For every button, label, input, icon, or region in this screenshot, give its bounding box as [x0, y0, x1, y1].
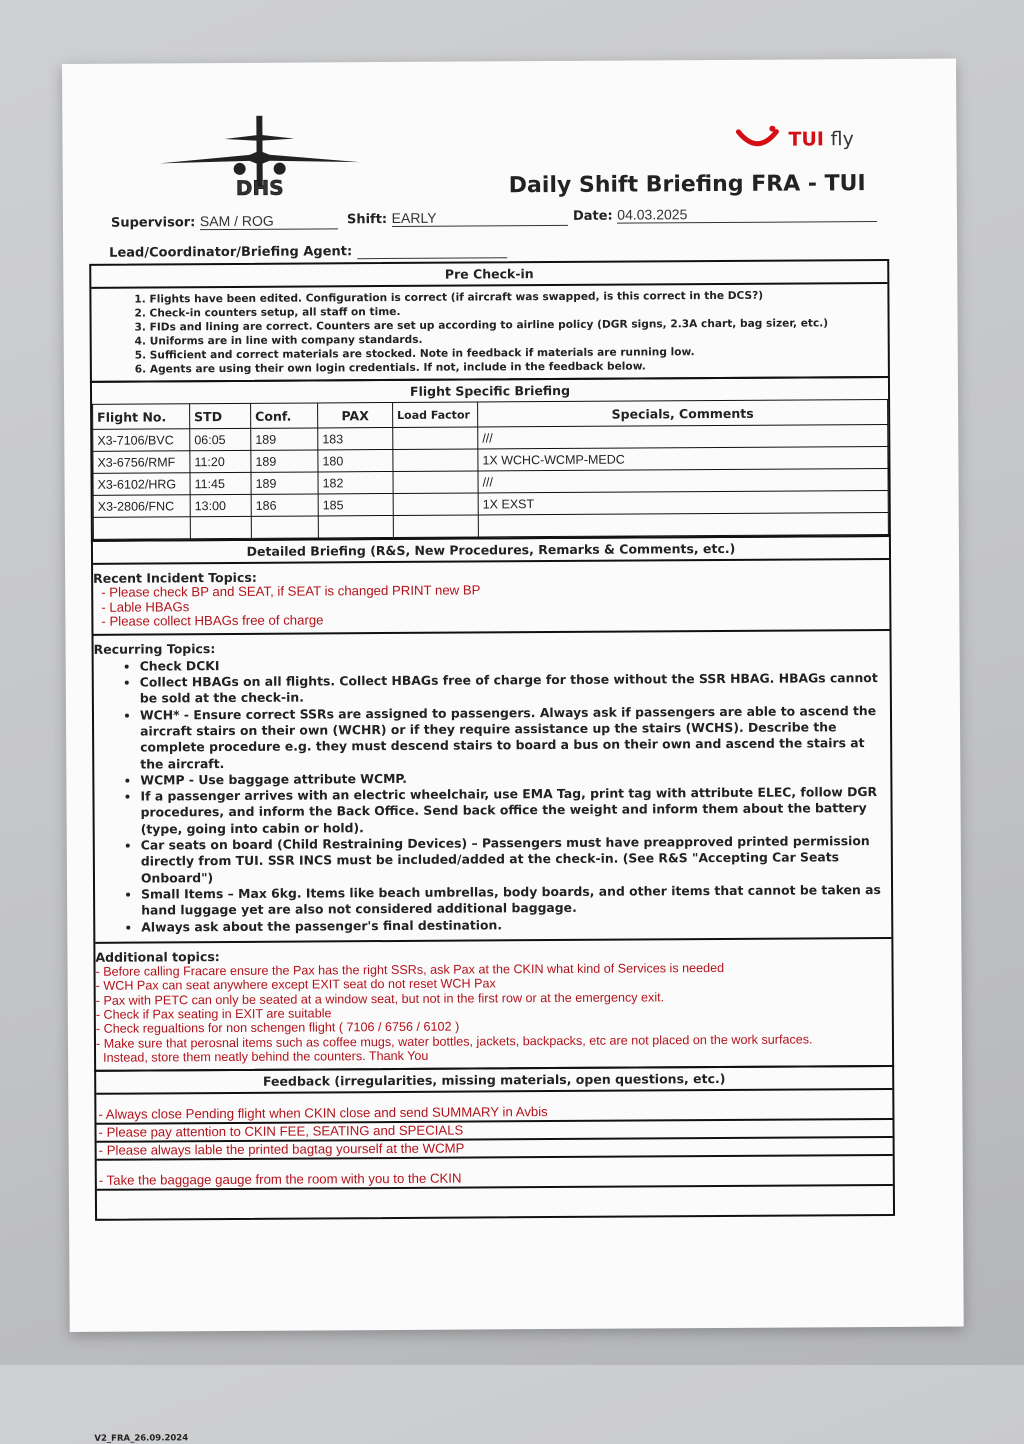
- cell-pax: 180: [318, 449, 393, 471]
- cell-load: [393, 471, 478, 494]
- date-row: [573, 205, 877, 224]
- cell-conf: 189: [251, 450, 318, 472]
- list-item: 3. FIDs and lining are correct. Counters are set up according to airline policy (DGR signs, 2.3A chart, bag sizer, etc.): [150, 316, 888, 335]
- cell-std: [190, 516, 251, 538]
- tui-smile-icon: [734, 126, 780, 154]
- recurring-topics-label: Recurring Topics:: [93, 640, 216, 657]
- recent-topics-block: [93, 560, 889, 636]
- list-item: • WCMP - Use baggage attribute WCMP.: [140, 768, 890, 789]
- tui-fly-suffix: fly: [830, 128, 854, 151]
- cell-std: 11:45: [190, 472, 251, 494]
- list-item: • WCH* - Ensure correct SSRs are assigned to passengers. Always ask if passengers are able to ascend the aircraft stairs on their own (WCHR) or if they require assistance up the stairs (WCHS). Describe the complete procedure e.g. they must descend stairs to board a bus on their own and ascend the stairs at the aircraft.: [140, 703, 890, 773]
- cell-pax: [318, 515, 393, 537]
- list-item: - Check regualtions for non schengen flight ( 7106 / 6756 / 6102 ): [95, 1020, 460, 1037]
- cell-std: 13:00: [190, 494, 251, 516]
- additional-topics-list: [96, 960, 893, 1066]
- cell-flight: [93, 517, 190, 540]
- shift-row: [347, 209, 568, 227]
- cell-load: [393, 449, 478, 472]
- cell-pax: 185: [318, 493, 393, 515]
- shift-label: Shift:: [346, 212, 388, 228]
- col-conf: Conf.: [251, 403, 318, 428]
- list-item: - Please check BP and SEAT, if SEAT is changed PRINT new BP: [101, 582, 481, 600]
- cell-conf: [251, 516, 318, 538]
- additional-topics-block: [95, 939, 892, 1070]
- briefing-sheet: [62, 59, 964, 1444]
- cell-load: [393, 427, 478, 450]
- cell-specials: 1X WCHC-WCMP-MEDC: [478, 446, 888, 471]
- cell-pax: 183: [318, 427, 393, 449]
- list-item: - Make sure that perosnal items such as coffee mugs, water bottles, jackets, backpacks, etc are not placed on the work surfaces.: [95, 1032, 813, 1051]
- col-specials: Specials, Comments: [478, 399, 888, 427]
- cell-specials: [478, 512, 888, 537]
- list-item: • Car seats on board (Child Restraining Devices) – Passengers must have preapproved printed permission directly from TUI. SSR INCS must be included/added at the check-in. (See R&S "Accepting Car Seats Onboard"): [141, 833, 891, 886]
- col-load-factor: Load Factor: [393, 402, 478, 428]
- pre-checkin-section: [89, 259, 890, 383]
- cell-specials: 1X EXST: [478, 490, 888, 515]
- shift-value: EARLY: [392, 209, 568, 227]
- feedback-row: - Please pay attention to CKIN FEE, SEATING and SPECIALS: [96, 1120, 892, 1143]
- cell-load: [393, 515, 478, 538]
- cell-flight: X3-6756/RMF: [93, 451, 190, 474]
- tui-brand: TUI: [788, 128, 825, 151]
- feedback-row: - Take the baggage gauge from the room with you to the CKIN: [97, 1156, 893, 1191]
- flight-briefing-title: Flight Specific Briefing: [409, 382, 571, 399]
- cell-pax: 182: [318, 471, 393, 493]
- detailed-briefing-title: Detailed Briefing (R&S, New Procedures, Remarks & Comments, etc.): [93, 537, 889, 565]
- cell-flight: X3-6102/HRG: [93, 473, 190, 496]
- cell-std: 11:20: [190, 450, 251, 472]
- list-item: - Lable HBAGs: [101, 598, 190, 615]
- cell-load: [393, 493, 478, 516]
- feedback-row: [97, 1186, 893, 1219]
- recurring-topics-block: [93, 631, 891, 944]
- detailed-briefing-section: [91, 535, 894, 1072]
- col-pax: PAX: [318, 402, 393, 427]
- cell-specials: ///: [478, 468, 888, 493]
- lead-row: [109, 241, 507, 260]
- col-std: STD: [190, 403, 251, 428]
- list-item: 5. Sufficient and correct materials are stocked. Note in feedback if materials are running low.: [150, 344, 888, 363]
- feedback-row: - Always close Pending flight when CKIN close and send SUMMARY in Avbis: [96, 1090, 892, 1125]
- page-title: Daily Shift Briefing FRA - TUI: [508, 171, 866, 199]
- cell-conf: 189: [251, 472, 318, 494]
- supervisor-label: Supervisor:: [110, 215, 196, 231]
- cell-specials: ///: [478, 424, 888, 449]
- list-item: • Check DCKI: [140, 654, 890, 675]
- tui-fly-logo: [734, 125, 853, 154]
- list-item: 2. Check-in counters setup, all staff on time.: [149, 302, 887, 321]
- list-item: - Check if Pax seating in EXIT are suitable: [95, 1006, 332, 1022]
- list-item: • Collect HBAGs on all flights. Collect HBAGs free of charge for those without the SSR HBAG. HBAGs cannot be sold at the check-in.: [140, 670, 890, 707]
- feedback-section: [94, 1065, 895, 1221]
- cell-conf: 186: [251, 494, 318, 516]
- list-item: • If a passenger arrives with an electric wheelchair, use EMA Tag, print tag with attribute ELEC, follow DGR procedures, and inform the Back Office. Send back office the weight and inform them about the battery (type, going into cabin or hold).: [140, 784, 890, 837]
- pre-checkin-title: Pre Check-in: [91, 261, 887, 289]
- list-item: Instead, store them neatly behind the counters. Thank You: [96, 1049, 429, 1066]
- recent-topics-list: [93, 581, 889, 630]
- feedback-title: Feedback (irregularities, missing materials, open questions, etc.): [96, 1067, 892, 1095]
- cell-flight: X3-7106/BVC: [93, 429, 190, 452]
- date-label: Date:: [572, 208, 613, 224]
- lead-label: Lead/Coordinator/Briefing Agent:: [109, 244, 353, 261]
- recent-topics-label: Recent Incident Topics:: [93, 569, 257, 586]
- recurring-topics-list: [94, 654, 892, 936]
- briefing-form: [89, 261, 895, 1444]
- list-item: • Always ask about the passenger's final destination.: [141, 914, 891, 935]
- pre-checkin-list: [91, 288, 887, 377]
- dhs-text: DHS: [235, 175, 284, 200]
- cell-flight: X3-2806/FNC: [93, 495, 190, 518]
- cell-conf: 189: [251, 428, 318, 450]
- form-version: V2_FRA_26.09.2024: [94, 1433, 189, 1444]
- supervisor-row: [111, 212, 338, 230]
- list-item: - WCH Pax can seat anywhere except EXIT seat do not reset WCH Pax: [95, 976, 496, 994]
- cell-std: 06:05: [190, 428, 251, 450]
- list-item: - Pax with PETC can only be seated at a window seat, but not in the first row or at the emergency exit.: [95, 989, 665, 1008]
- additional-topics-label: Additional topics:: [95, 948, 220, 965]
- feedback-row: - Please always lable the printed bagtag yourself at the WCMP: [97, 1138, 893, 1161]
- flight-table: [92, 399, 889, 540]
- list-item: - Before calling Fracare ensure the Pax has the right SSRs, ask Pax at the CKIN what kind of Services is needed: [95, 960, 725, 979]
- dhs-aircraft-logo: [154, 110, 365, 201]
- col-flight-no: Flight No.: [93, 404, 190, 430]
- list-item: - Please collect HBAGs free of charge: [101, 612, 324, 629]
- list-item: 6. Agents are using their own login credentials. If not, include in the feedback below.: [150, 358, 888, 377]
- supervisor-value: SAM / ROG: [200, 212, 338, 230]
- list-item: • Small Items – Max 6kg. Items like beach umbrellas, body boards, and other items that cannot be taken as hand luggage yet are also not considered additional baggage.: [141, 882, 891, 919]
- flight-briefing-section: [90, 376, 891, 542]
- list-item: 4. Uniforms are in line with company standards.: [150, 330, 888, 349]
- list-item: 1. Flights have been edited. Configuration is correct (if aircraft was swapped, is this correct in the DCS?): [149, 288, 887, 307]
- date-value: 04.03.2025: [617, 205, 877, 224]
